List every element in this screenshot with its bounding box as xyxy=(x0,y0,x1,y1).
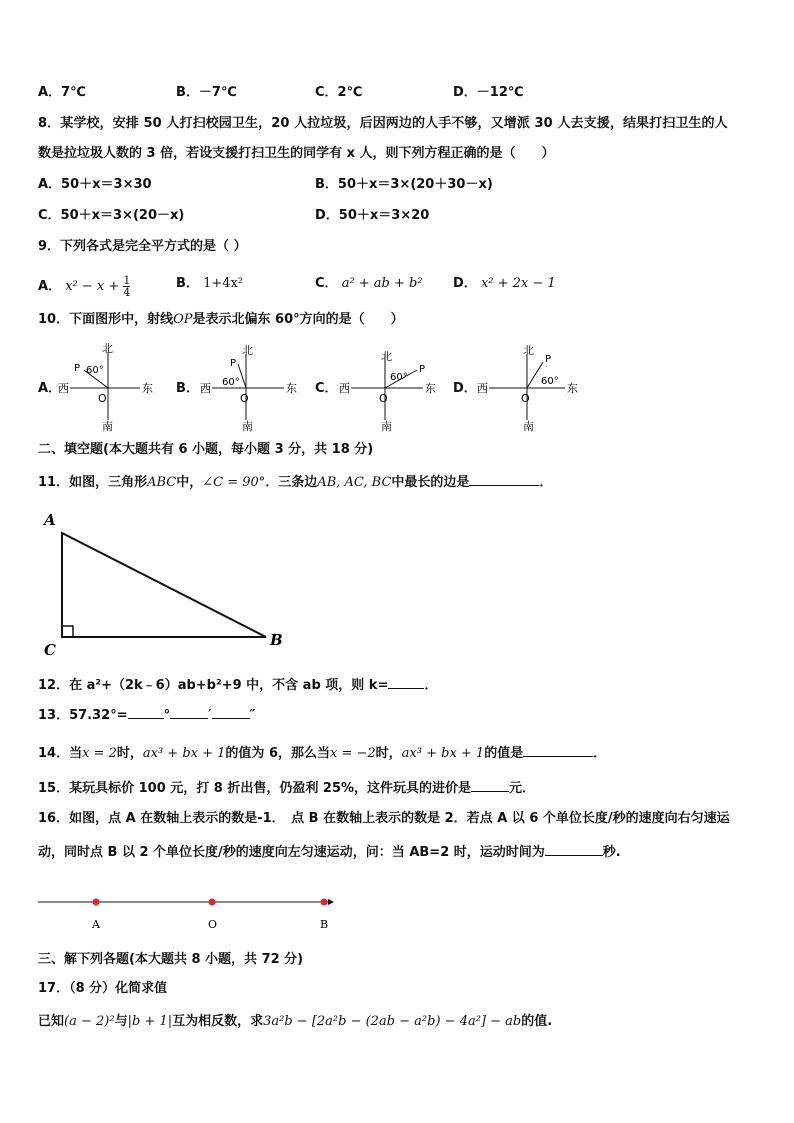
q9-d-expr: x² + 2x − 1 xyxy=(480,276,556,291)
q8-option-a: A．50＋x＝3×30 xyxy=(38,177,152,192)
q17-pre: 已知 xyxy=(38,1014,65,1029)
q13-second-blank[interactable] xyxy=(212,706,250,719)
q17-post: 的值. xyxy=(521,1014,553,1029)
q11-stem xyxy=(38,473,552,492)
q10-a-west: 西 xyxy=(58,382,69,395)
q17-title: 17．（8 分）化简求值 xyxy=(38,981,168,996)
q9-a-numerator: 1 xyxy=(123,274,131,287)
q10-c-south: 南 xyxy=(381,420,392,432)
q10-a-origin: O xyxy=(98,392,107,405)
q16-answer-blank[interactable] xyxy=(545,843,603,856)
q10-b-west: 西 xyxy=(200,382,211,395)
q13-pre: 13．57.32°= xyxy=(38,708,128,723)
q10-b-north: 北 xyxy=(242,344,253,357)
number-line-label-b: B xyxy=(320,918,329,931)
q7-option-a: A．7℃ xyxy=(38,85,86,100)
q10-b-angle: 60° xyxy=(222,377,240,388)
q10-label-d: D． xyxy=(453,381,477,396)
q8-stem-line2: 数是拉垃圾人数的 3 倍，若设支援打扫卫生的同学有 x 人，则下列方程正确的是（ ） xyxy=(38,146,555,161)
q9-a-expr: x² − x + xyxy=(65,279,120,294)
q13-sec: ″ xyxy=(249,708,256,723)
q14-x2: x = −2 xyxy=(330,746,376,761)
q9-label-c: C． xyxy=(315,276,338,291)
q10-compass-b xyxy=(198,340,308,432)
q12-text: 12．在 a²+（2k﹣6）ab+b²+9 中，不含 ab 项，则 k= xyxy=(38,678,389,693)
q11-vertex-c: C xyxy=(44,641,56,659)
q10-d-south: 南 xyxy=(523,420,534,432)
q13-minute-blank[interactable] xyxy=(170,706,208,719)
q10-c-angle: 60° xyxy=(390,372,408,383)
q10-a-angle: 60° xyxy=(86,365,104,376)
q9-option-b xyxy=(176,275,243,293)
q8-option-d: D．50＋x＝3×20 xyxy=(315,208,430,223)
q10-d-origin: O xyxy=(521,392,530,405)
number-line-arrow xyxy=(328,899,334,905)
q14-mid2: 的值为 6，那么当 xyxy=(225,746,330,761)
q7-option-d: D．－12℃ xyxy=(453,85,524,100)
q8-option-c: C．50＋x＝3×(20－x) xyxy=(38,208,185,223)
q11-end: ． xyxy=(539,475,553,490)
q11-mid2: ．三条边 xyxy=(265,475,318,490)
q11-sides: AB, AC, BC xyxy=(317,475,392,490)
q10-d-ray-label: P xyxy=(545,354,552,365)
q13-min: ′ xyxy=(208,708,212,723)
q10-stem xyxy=(38,311,404,329)
section-3-heading: 三、解下列各题(本大题共 8 小题，共 72 分) xyxy=(38,952,304,967)
q16-end: 秒. xyxy=(602,845,621,860)
q10-c-ray-label: P xyxy=(419,364,426,375)
q11-triangle-figure xyxy=(36,505,296,660)
q8-stem-line1: 8．某学校，安排 50 人打扫校园卫生，20 人拉垃圾，后因两边的人手不够，又增派 30 人去支援，结果打扫卫生的人 xyxy=(38,116,728,131)
q10-compass-c xyxy=(337,340,447,432)
q14-mid3: 时， xyxy=(375,746,402,761)
q14-post: 的值是 xyxy=(484,746,524,761)
q10-label-b: B． xyxy=(176,381,199,396)
q10-d-north: 北 xyxy=(523,344,534,357)
q14-mid1: 时， xyxy=(116,746,143,761)
q10-b-south: 南 xyxy=(242,420,253,432)
q10-compass-a xyxy=(58,340,168,432)
q12-answer-blank[interactable] xyxy=(388,676,424,689)
q11-vertex-a: A xyxy=(44,511,56,529)
q10-b-ray-label: P xyxy=(230,358,237,369)
q16-line2: 动，同时点 B 以 2 个单位长度/秒的速度向左匀速运动，问：当 AB=2 时，运动时间为 xyxy=(38,845,545,860)
q9-a-fraction xyxy=(123,275,130,298)
q12-stem xyxy=(38,676,437,695)
q17-stem xyxy=(38,1013,552,1031)
q9-option-d xyxy=(453,275,556,293)
q16-stem-line2 xyxy=(38,843,621,862)
q8-option-b: B．50＋x＝3×(20＋30－x) xyxy=(315,177,493,192)
q17-expr3: 3a²b − [2a²b − (2ab − a²b) − 4a²] − ab xyxy=(263,1014,522,1029)
q10-c-west: 西 xyxy=(339,382,350,395)
q10-d-angle: 60° xyxy=(541,376,559,387)
q13-degree-blank[interactable] xyxy=(128,706,164,719)
q7-option-b: B．－7℃ xyxy=(176,85,237,100)
q10-a-east: 东 xyxy=(142,382,153,395)
q14-pre: 14．当 xyxy=(38,746,83,761)
q9-option-a xyxy=(38,275,130,298)
q17-mid2: 互为相反数，求 xyxy=(172,1014,264,1029)
q14-expr1: ax³ + bx + 1 xyxy=(142,746,226,761)
q15-end: 元． xyxy=(509,781,536,796)
number-line-point-a xyxy=(93,899,100,906)
q10-b-origin: O xyxy=(240,392,249,405)
q9-a-denominator: 4 xyxy=(123,286,131,299)
number-line-label-o: O xyxy=(208,918,218,931)
q10-a-ray-label: P xyxy=(74,363,81,374)
q11-pre: 11．如图，三角形 xyxy=(38,475,148,490)
q9-b-expr: 1+4x² xyxy=(203,276,244,291)
q11-mid: 中， xyxy=(176,475,203,490)
q11-angle: ∠C = 90° xyxy=(202,475,266,490)
q14-end: ． xyxy=(593,746,607,761)
q9-c-expr: a² + ab + b² xyxy=(341,276,423,291)
q10-b-east: 东 xyxy=(286,382,297,395)
q10-stem-ray: OP xyxy=(173,312,193,327)
q9-option-c xyxy=(315,275,423,293)
q10-c-north: 北 xyxy=(381,350,392,363)
q10-d-east: 东 xyxy=(567,382,578,395)
number-line-point-o xyxy=(209,899,216,906)
q17-mid1: 与 xyxy=(114,1014,128,1029)
q10-a-south: 南 xyxy=(102,420,113,432)
q10-label-a: A． xyxy=(38,381,62,396)
q14-x1: x = 2 xyxy=(82,746,117,761)
section-2-heading: 二、填空题(本大题共有 6 小题，每小题 3 分，共 18 分) xyxy=(38,442,374,457)
q9-stem: 9．下列各式是完全平方式的是（ ） xyxy=(38,239,247,254)
q9-label-a: A． xyxy=(38,279,62,294)
number-line-point-b xyxy=(321,899,328,906)
q10-compass-d xyxy=(475,340,593,432)
q15-text: 15．某玩具标价 100 元，打 8 折出售，仍盈利 25%，这件玩具的进价是 xyxy=(38,781,472,796)
q9-label-d: D． xyxy=(453,276,477,291)
q14-answer-blank[interactable] xyxy=(523,744,593,757)
q11-triangle: ABC xyxy=(147,475,177,490)
q12-end: ． xyxy=(424,678,438,693)
q13-deg: ° xyxy=(163,708,171,723)
q16-stem-line1: 16．如图，点 A 在数轴上表示的数是-1． 点 B 在数轴上表示的数是 2．若点 A 以 6 个单位长度/秒的速度向右匀速运 xyxy=(38,811,730,826)
q15-stem xyxy=(38,779,535,798)
q10-c-east: 东 xyxy=(425,382,436,395)
q10-label-c: C． xyxy=(315,381,338,396)
q14-stem xyxy=(38,744,606,763)
q11-post: 中最长的边是 xyxy=(391,475,470,490)
q17-expr1: (a − 2)² xyxy=(64,1014,115,1029)
q10-stem-pre: 10．下面图形中，射线 xyxy=(38,312,174,327)
q11-answer-blank[interactable] xyxy=(469,473,539,486)
q15-answer-blank[interactable] xyxy=(471,779,509,792)
q11-vertex-b: B xyxy=(270,631,283,649)
q10-d-west: 西 xyxy=(477,382,488,395)
number-line-label-a: A xyxy=(92,918,100,931)
q7-option-c: C．2℃ xyxy=(315,85,363,100)
q10-c-origin: O xyxy=(379,392,388,405)
q14-expr2: ax³ + bx + 1 xyxy=(401,746,485,761)
q16-number-line xyxy=(30,888,340,938)
q10-a-north: 北 xyxy=(102,342,113,355)
q9-label-b: B． xyxy=(176,276,199,291)
q10-stem-post: 是表示北偏东 60°方向的是（ ） xyxy=(192,312,404,327)
q17-expr2: |b + 1| xyxy=(127,1014,173,1029)
q13-stem xyxy=(38,706,255,725)
